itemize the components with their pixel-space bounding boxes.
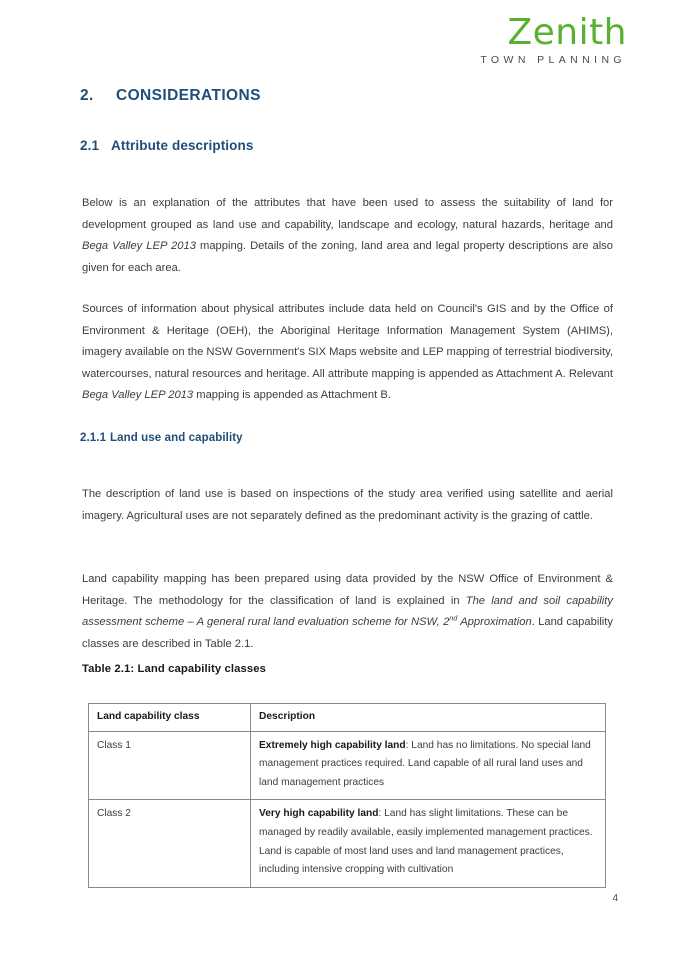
paragraph-attribute-intro (82, 193, 613, 279)
paragraph-text: Below is an explanation of the attributes that have been used to assess the suitability of land for development grouped as land use and capability, landscape and ecology, natural hazards, heritage and (82, 197, 613, 231)
logo-wordmark: Zenith (507, 12, 627, 53)
cell-description (251, 731, 606, 800)
paragraph-text: Sources of information about physical attributes include data held on Council's GIS and by the Office of Environment & Heritage (OEH), the Aboriginal Heritage Information Management System (AHIMS), imagery available on the NSW Government's SIX Maps website and LEP mapping of terrestrial biodiversity, watercourses, natural resources and heritage. All attribute mapping is appended as Attachment A. Relevant (82, 303, 613, 380)
paragraph-land-use-description (82, 484, 613, 527)
paragraph-text: The description of land use is based on inspections of the study area verified using satellite and aerial imagery. Agricultural uses are not separately defined as the predominant activity is the grazing of cattle. (82, 488, 613, 522)
section-title: CONSIDERATIONS (116, 87, 261, 104)
cell-description-lead: Extremely high capability land (259, 739, 406, 751)
column-header-description: Description (251, 704, 606, 732)
table-caption: Table 2.1: Land capability classes (82, 663, 267, 675)
cell-description (251, 800, 606, 887)
paragraph-sources-of-information (82, 299, 613, 407)
paragraph-land-capability-mapping (82, 569, 613, 655)
cell-description-body: : Land has slight limitations. These can be managed by readily available, easily implemented management practices. Land is capable of most land uses and land management practices, including intensive cropping with cultivation (259, 808, 593, 876)
page-number: 4 (612, 893, 618, 904)
cell-class-name: Class 1 (89, 731, 251, 800)
table-row (89, 800, 606, 887)
italic-scheme-title-end: Approximation (457, 616, 532, 629)
zenith-logo (417, 14, 627, 67)
subsubsection-title: Land use and capability (110, 432, 243, 444)
subsubsection-number: 2.1.1 (80, 432, 107, 444)
paragraph-text-cont: mapping. Details of the zoning, land area and legal property descriptions are also given for each area. (82, 240, 613, 274)
paragraph-text: Land capability mapping has been prepared using data provided by the NSW Office of Environment & Heritage. The methodology for the classification of land is explained in (82, 573, 613, 607)
table-header-row (89, 704, 606, 732)
paragraph-text-cont: mapping is appended as Attachment B. (193, 389, 391, 402)
land-capability-table (88, 703, 606, 888)
column-header-class: Land capability class (89, 704, 251, 732)
logo-tagline: TOWN PLANNING (480, 54, 626, 66)
italic-lep-reference: Bega Valley LEP 2013 (82, 389, 194, 402)
section-number: 2. (80, 87, 94, 104)
subsection-heading-2-1-1 (80, 432, 243, 444)
table-row (89, 731, 606, 800)
superscript-ordinal: nd (449, 613, 458, 623)
subsection-heading-2-1 (80, 138, 253, 153)
paragraph-text-cont: . Land capability classes are described in Table 2.1. (82, 616, 613, 650)
subsection-number: 2.1 (80, 138, 100, 153)
section-heading (80, 87, 261, 105)
cell-description-body: : Land has no limitations. No special land management practices required. Land capable of all rural land uses and land management practices (259, 739, 591, 788)
cell-class-name: Class 2 (89, 800, 251, 887)
cell-description-lead: Very high capability land (259, 808, 379, 820)
italic-scheme-title-main: The land and soil capability assessment scheme – A general rural land evaluation scheme for NSW, 2 (82, 594, 613, 629)
italic-lep-reference: Bega Valley LEP 2013 (82, 240, 196, 253)
subsection-title: Attribute descriptions (111, 138, 254, 153)
